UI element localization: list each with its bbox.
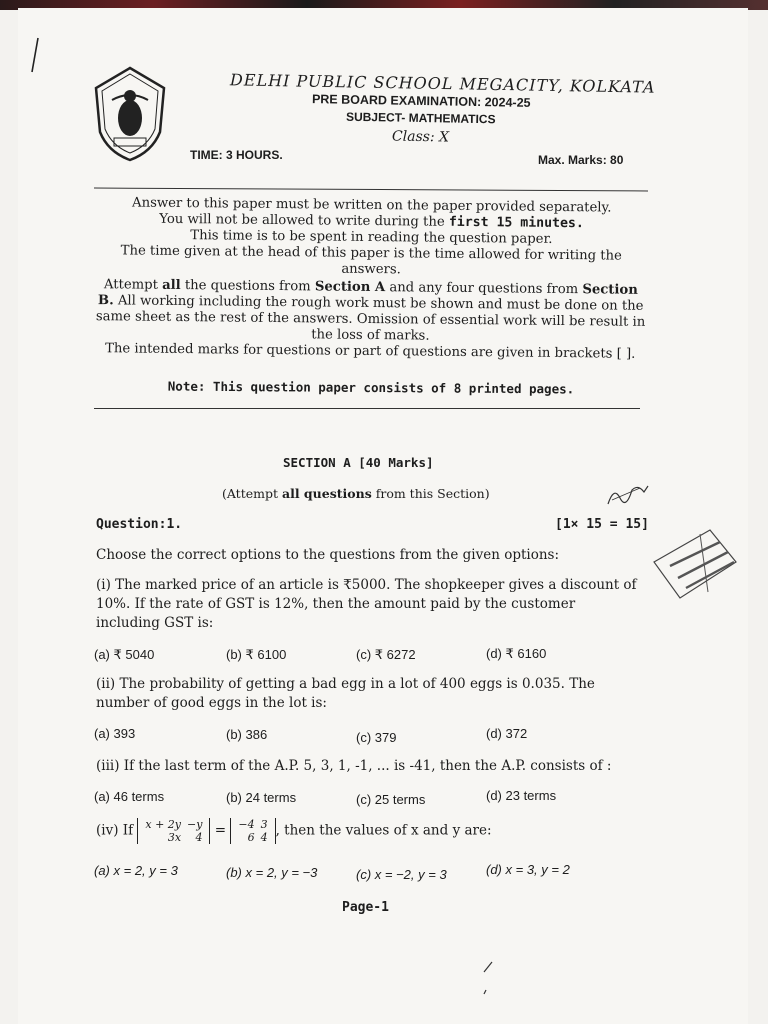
option-b: (b) x = 2, y = −3 [226,865,318,880]
class-line: Class: X [391,128,450,146]
option-b: (b) 386 [226,727,268,742]
school-logo-emblem [92,66,168,162]
section-title: SECTION A [40 Marks] [283,455,434,470]
instruction-emphasis: first 15 minutes. [448,214,584,232]
handwritten-scribble [604,480,652,508]
instruction-text: and any four questions from [385,280,583,298]
matrix-cell: x + 2y [145,818,182,831]
instruction-text: You will not be allowed to write during the [159,211,449,230]
option-d: (d) 372 [486,726,528,741]
question-instruction: Choose the correct options to the questions from the given options: [96,547,560,563]
max-marks: Max. Marks: 80 [538,153,624,167]
question-text: (iii) If the last term of the A.P. 5, 3, 1, -1, ... is -41, then the A.P. consists of : [96,758,612,774]
pen-stroke-mark [28,36,42,76]
instruction-line: Answer to this paper must be written on the paper provided separately. [132,195,612,216]
question-text: (iv) If [96,822,138,839]
instruction-line: This time is to be spent in reading the question paper. [190,228,553,247]
question-label: Question:1. [96,517,183,532]
pencil-sketch-doodle [650,522,742,606]
matrix-right [230,818,275,844]
option-c: (c) 25 terms [356,792,426,807]
matrix-cell: 6 [247,831,255,844]
option-d: (d) 23 terms [486,788,557,803]
exam-title: PRE BOARD EXAMINATION: 2024-25 [311,92,531,110]
matrix-cell: 4 [260,831,268,844]
instruction-text: All working including the rough work must be shown and must be done on the same sheet as the rest of the answers. Omission of essential work will be result in the loss of marks. [95,293,646,344]
instruction-line: The time given at the head of this paper is the time allowed for writing the answers. [120,243,622,278]
instruction-line [95,277,646,347]
option-d: (d) x = 3, y = 2 [486,862,570,877]
option-d: (d) ₹ 6160 [486,646,547,661]
question-marks: [1× 15 = 15] [555,517,649,532]
instructions-block [95,195,647,363]
instructions-divider [94,408,640,409]
matrix-cell: −y [187,818,203,831]
option-c: (c) x = −2, y = 3 [356,867,447,882]
instruction-emphasis: all [162,277,181,294]
question-text: (ii) The probability of getting a bad egg in a lot of 400 eggs is 0.035. The number of good eggs in the lot is: [96,676,595,711]
matrix-cell: −4 [238,818,255,831]
question-text-matrix [96,818,656,844]
question-text: , then the values of x and y are: [275,822,492,839]
option-b: (b) ₹ 6100 [226,647,287,662]
attempt-emphasis: all questions [281,486,372,501]
page-count-note: Note: This question paper consists of 8 printed pages. [167,378,575,397]
instruction-emphasis: Section A [314,279,386,296]
subject-line: SUBJECT- MATHEMATICS [345,109,496,127]
question-text: (i) The marked price of an article is ₹5000. The shopkeeper gives a discount of 10%. If the rate of GST is 12%, then the amount paid by the customer including GST is: [96,577,637,631]
equals-sign: = [210,822,231,839]
option-a: (a) ₹ 5040 [94,647,155,662]
option-b: (b) 24 terms [226,790,297,805]
option-c: (c) ₹ 6272 [356,647,416,662]
matrix-cell: 3 [260,818,268,831]
attempt-text: (Attempt [222,486,282,501]
matrix-cell: 3x [167,831,182,844]
matrix-left [137,818,210,844]
time-allowed: TIME: 3 HOURS. [190,148,283,162]
attempt-text: from this Section) [371,486,490,501]
instruction-line: The intended marks for questions or part of questions are given in brackets [ ]. [105,341,636,362]
stray-pen-mark [480,960,496,996]
option-a: (a) x = 2, y = 3 [94,863,178,878]
page-number: Page-1 [342,900,389,915]
matrix-cell: 4 [195,831,203,844]
instruction-emphasis: Section B. [97,282,638,309]
section-attempt-note [222,486,490,501]
school-name: DELHI PUBLIC SCHOOL MEGACITY, KOLKATA [229,70,656,97]
instruction-text: the questions from [180,278,315,295]
instruction-text: Attempt [103,277,163,293]
option-a: (a) 46 terms [94,789,165,804]
option-c: (c) 379 [356,730,397,745]
option-a: (a) 393 [94,726,136,741]
